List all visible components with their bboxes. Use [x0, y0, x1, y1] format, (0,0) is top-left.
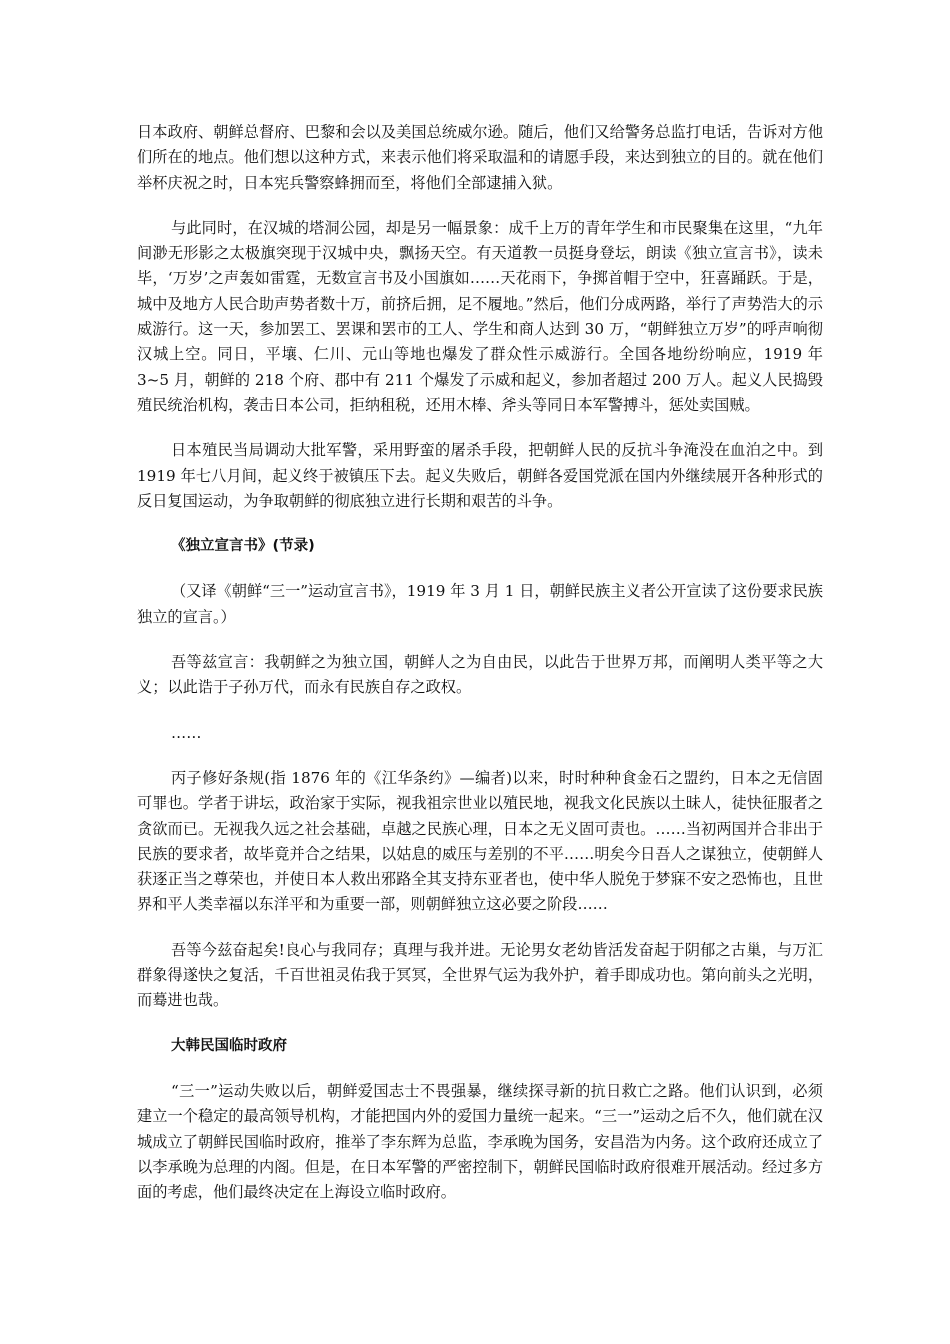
paragraph-declaration-note: （又译《朝鲜“三一”运动宣言书》，1919 年 3 月 1 日，朝鲜民族主义者公开宣读了这份要求民族独立的宣言。）	[137, 582, 823, 626]
paragraph-arrest: 日本政府、朝鲜总督府、巴黎和会以及美国总统威尔逊。随后，他们又给警务总监打电话，告诉对方他们所在的地点。他们想以这种方式，来表示他们将采取温和的请愿手段，来达到独立的目的。就在他们举杯庆祝之时，日本宪兵警察蜂拥而至，将他们全部逮捕入狱。	[137, 123, 823, 192]
paragraph-pagoda-park: 与此同时，在汉城的塔洞公园，却是另一幅景象：成千上万的青年学生和市民聚集在这里，“九年间渺无形影之太极旗突现于汉城中央，飘扬天空。有天道教一员挺身登坛，朗读《独立宣言书》，读未毕，‘万岁’之声轰如雷霆，无数宣言书及小国旗如……天花雨下，争掷首帽于空中，狂喜踊跃。于是，城中及地方人民合助声势者数十万，前挤后拥，足不履地。”然后，他们分成两路，举行了声势浩大的示威游行。这一天，参加罢工、罢课和罢市的工人、学生和商人达到 30 万，“朝鲜独立万岁”的呼声响彻汉城上空。同日，平壤、仁川、元山等地也爆发了群众性示威游行。全国各地纷纷响应，1919 年 3~5 月，朝鲜的 218 个府、郡中有 211 个爆发了示威和起义，参加者超过 200 万人。起义人民捣毁殖民统治机构，袭击日本公司，拒纳租税，还用木棒、斧头等同日本军警搏斗，惩处卖国贼。	[137, 218, 823, 414]
ellipsis-separator: ……	[171, 723, 202, 742]
document-page	[137, 120, 823, 1225]
paragraph-declaration-opening: 吾等兹宣言：我朝鲜之为独立国，朝鲜人之为自由民，以此告于世界万邦，而阐明人类平等之大义；以此诰于子孙万代，而永有民族自存之政权。	[137, 653, 823, 697]
heading-provisional-government: 大韩民国临时政府	[171, 1037, 287, 1054]
paragraph-declaration-closing: 吾等今兹奋起矣!良心与我同存；真理与我并进。无论男女老幼皆活发奋起于阴郁之古巢，与万汇群象得遂快之复活，千百世祖灵佑我于冥冥，全世界气运为我外护，着手即成功也。第向前头之光明，而蓦进也哉。	[137, 940, 823, 1010]
paragraph-provisional-government: “三一”运动失败以后，朝鲜爱国志士不畏强暴，继续探寻新的抗日救亡之路。他们认识到，必须建立一个稳定的最高领导机构，才能把国内外的爱国力量统一起来。“三一”运动之后不久，他们就在汉城成立了朝鲜民国临时政府，推举了李东辉为总监，李承晚为国务，安昌浩为内务。这个政府还成立了以李承晚为总理的内阁。但是，在日本军警的严密控制下，朝鲜民国临时政府很难开展活动。经过多方面的考虑，他们最终决定在上海设立临时政府。	[137, 1081, 823, 1202]
heading-declaration: 《独立宣言书》(节录)	[171, 538, 315, 555]
paragraph-declaration-body: 丙子修好条规(指 1876 年的《江华条约》—编者)以来，时时种种食金石之盟约，日本之无信固可罪也。学者于讲坛，政治家于实际，视我祖宗世业以殖民地，视我文化民族以土昧人，徒快征服者之贪欲而已。无视我久远之社会基础，卓越之民族心理，日本之无义固可责也。……当初两国并合非出于民族的要求者，故毕竟并合之结果，以姑息的威压与差别的不平……明矣今日吾人之谋独立，使朝鲜人获逐正当之尊荣也，并使日本人救出邪路全其支持东亚者也，使中华人脱免于梦寐不安之恐怖也，且世界和平人类幸福以东洋平和为重要一部，则朝鲜独立这必要之阶段……	[137, 768, 823, 914]
paragraph-suppression: 日本殖民当局调动大批军警，采用野蛮的屠杀手段，把朝鲜人民的反抗斗争淹没在血泊之中。到 1919 年七八月间，起义终于被镇压下去。起义失败后，朝鲜各爱国党派在国内外继续展开各种形式的反日复国运动，为争取朝鲜的彻底独立进行长期和艰苦的斗争。	[137, 441, 823, 510]
